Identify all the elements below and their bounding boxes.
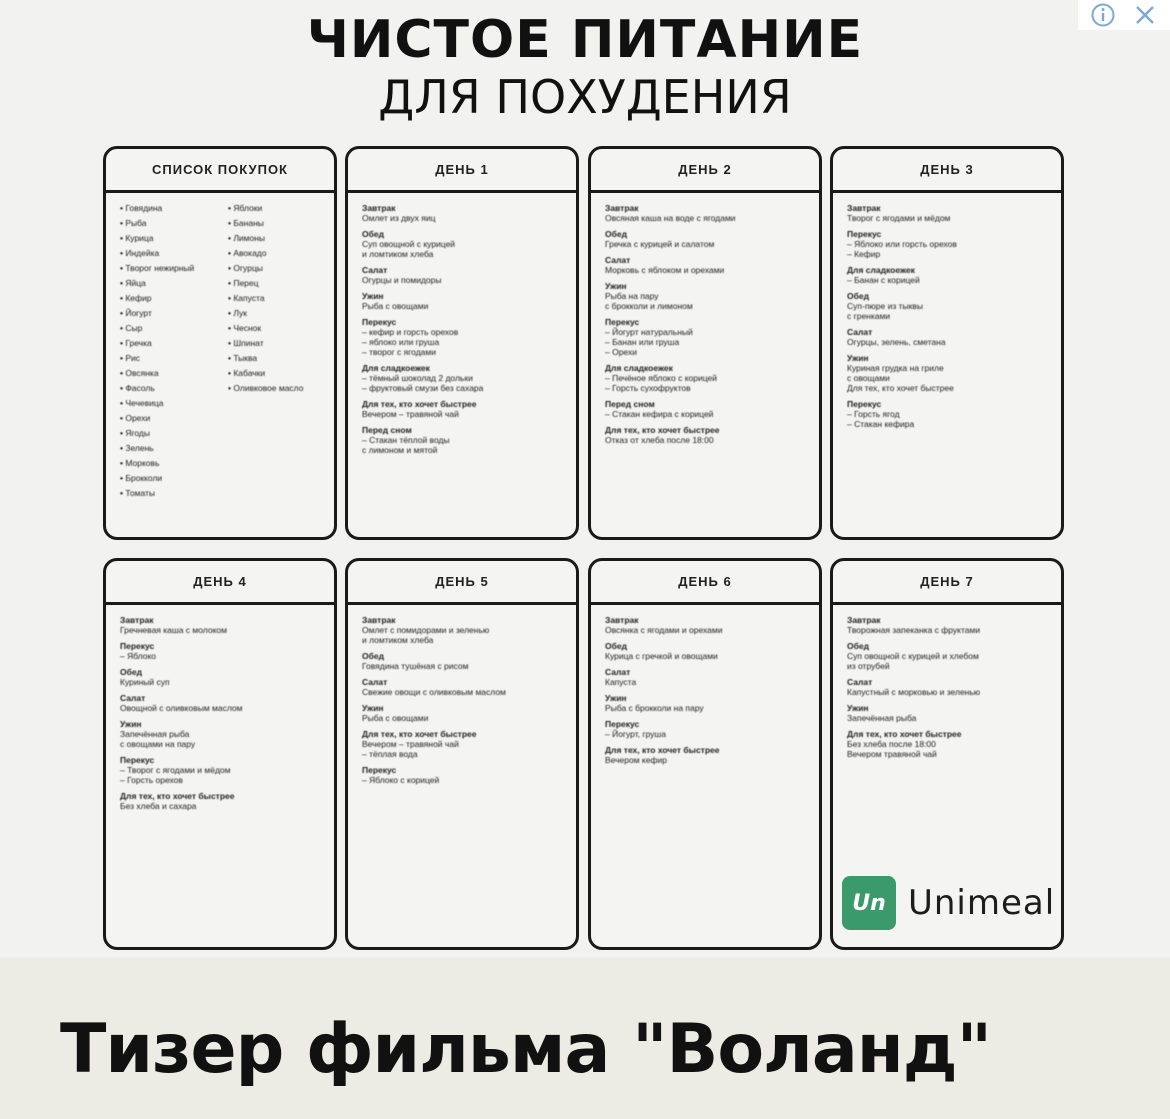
- meal-title: Перекус: [362, 317, 397, 327]
- shopping-item: • Морковь: [120, 458, 214, 468]
- meal-section: [605, 281, 807, 311]
- shopping-item: • Томаты: [120, 488, 214, 498]
- meal-section: [847, 229, 1049, 259]
- shopping-list-column-1: [120, 203, 214, 503]
- meal-line: Суп овощной с курицей и хлебом: [847, 651, 979, 661]
- meal-title: Салат: [120, 693, 146, 703]
- meal-line: Вечером – травяной чай: [362, 739, 459, 749]
- shopping-item: • Фасоль: [120, 383, 214, 393]
- meal-line: Овощной с оливковым маслом: [120, 703, 243, 713]
- info-icon[interactable]: [1087, 1, 1119, 29]
- meal-line: – Йогурт, груша: [605, 729, 666, 739]
- meal-line: – Горсть ягод: [847, 409, 900, 419]
- shopping-item: • Кабачки: [228, 368, 322, 378]
- meal-line: – тёмный шоколад 2 дольки: [362, 373, 473, 383]
- meal-title: Ужин: [605, 693, 627, 703]
- shopping-item: • Индейка: [120, 248, 214, 258]
- meal-section: [605, 667, 807, 687]
- meal-line: Свежие овощи с оливковым маслом: [362, 687, 506, 697]
- meal-title: Для сладкоежек: [605, 363, 673, 373]
- meal-title: Ужин: [847, 353, 869, 363]
- meal-section: [120, 641, 322, 661]
- meal-section: [362, 291, 564, 311]
- meal-line: Творожная запеканка с фруктами: [847, 625, 981, 635]
- meal-line: с гренками: [847, 311, 891, 321]
- day-6-card: [588, 558, 822, 950]
- day-header: ДЕНЬ 4: [106, 561, 334, 605]
- logo-mark: Un: [842, 876, 896, 930]
- meal-title: Перекус: [605, 317, 640, 327]
- shopping-item: • Бананы: [228, 218, 322, 228]
- ad-choices-badge: [1078, 0, 1170, 30]
- meal-title: Для тех, кто хочет быстрее: [120, 791, 235, 801]
- meal-line: – Творог с ягодами и мёдом: [120, 765, 231, 775]
- day-2-card: [588, 146, 822, 540]
- meal-section: [120, 667, 322, 687]
- meal-line: Суп овощной с курицей: [362, 239, 456, 249]
- day-header: ДЕНЬ 7: [833, 561, 1061, 605]
- shopping-item: • Оливковое масло: [228, 383, 322, 393]
- meal-title: Перекус: [120, 755, 155, 765]
- meal-section: [605, 255, 807, 275]
- meal-line: Куриная грудка на гриле: [847, 363, 944, 373]
- day-header: ДЕНЬ 2: [591, 149, 819, 193]
- meal-title: Перекус: [120, 641, 155, 651]
- meal-line: Рыба с овощами: [362, 713, 429, 723]
- meal-title: Перекус: [847, 399, 882, 409]
- shopping-item: • Творог нежирный: [120, 263, 214, 273]
- meal-title: Перед сном: [362, 425, 412, 435]
- meal-title: Завтрак: [605, 615, 639, 625]
- meal-line: Капуста: [605, 677, 637, 687]
- meal-section: [847, 729, 1049, 759]
- meal-title: Салат: [362, 677, 388, 687]
- shopping-item: • Гречка: [120, 338, 214, 348]
- shopping-item: • Сыр: [120, 323, 214, 333]
- meal-section: [120, 719, 322, 749]
- day-header: ДЕНЬ 1: [348, 149, 576, 193]
- meal-title: Для сладкоежек: [362, 363, 430, 373]
- meal-line: Запечённая рыба: [120, 729, 190, 739]
- meal-title: Салат: [847, 327, 873, 337]
- meal-title: Ужин: [605, 281, 627, 291]
- meal-section: [605, 399, 807, 419]
- meal-section: [362, 651, 564, 671]
- meal-section: [120, 615, 322, 635]
- shopping-list-column-2: [228, 203, 322, 503]
- meal-line: Капустный с морковью и зеленью: [847, 687, 981, 697]
- meal-line: Омлет с помидорами и зеленью: [362, 625, 490, 635]
- meal-line: Куриный суп: [120, 677, 170, 687]
- meal-section: [362, 703, 564, 723]
- shopping-item: • Яйца: [120, 278, 214, 288]
- ad-title: ЧИСТОЕ ПИТАНИЕ: [306, 10, 864, 70]
- meal-section: [847, 353, 1049, 393]
- meal-section: [605, 745, 807, 765]
- meal-section: [847, 615, 1049, 635]
- shopping-item: • Кефир: [120, 293, 214, 303]
- meal-line: Овсяная каша на воде с ягодами: [605, 213, 736, 223]
- shopping-item: • Рис: [120, 353, 214, 363]
- shopping-item: • Тыква: [228, 353, 322, 363]
- shopping-item: • Перец: [228, 278, 322, 288]
- meal-section: [605, 203, 807, 223]
- meal-line: – Горсть сухофруктов: [605, 383, 691, 393]
- shopping-item: • Авокадо: [228, 248, 322, 258]
- meal-line: Рыба с брокколи на пару: [605, 703, 704, 713]
- meal-title: Для тех, кто хочет быстрее: [362, 729, 477, 739]
- meal-title: Обед: [605, 229, 627, 239]
- meal-line: – Яблоко с корицей: [362, 775, 440, 785]
- meal-section: [362, 765, 564, 785]
- meal-line: Творог с ягодами и мёдом: [847, 213, 951, 223]
- meal-section: [605, 229, 807, 249]
- meal-line: Рыба с овощами: [362, 301, 429, 311]
- meal-line: – фруктовый смузи без сахара: [362, 383, 484, 393]
- meal-section: [847, 703, 1049, 723]
- meal-line: – Банан или груша: [605, 337, 680, 347]
- close-icon[interactable]: [1129, 1, 1161, 29]
- meal-title: Для сладкоежек: [847, 265, 915, 275]
- meal-section: [120, 791, 322, 811]
- meal-section: [120, 693, 322, 713]
- shopping-item: • Капуста: [228, 293, 322, 303]
- meal-title: Салат: [605, 667, 631, 677]
- meal-line: с лимоном и мятой: [362, 445, 438, 455]
- meal-line: Гречка с курицей и салатом: [605, 239, 715, 249]
- meal-title: Салат: [847, 677, 873, 687]
- ad-subtitle: ДЛЯ ПОХУДЕНИЯ: [378, 70, 792, 124]
- shopping-item: • Лимоны: [228, 233, 322, 243]
- unimeal-logo: [842, 876, 1055, 930]
- shopping-item: • Чечевица: [120, 398, 214, 408]
- meal-title: Для тех, кто хочет быстрее: [362, 399, 477, 409]
- day-header: ДЕНЬ 3: [833, 149, 1061, 193]
- shopping-list-card: [103, 146, 337, 540]
- shopping-item: • Говядина: [120, 203, 214, 213]
- meal-title: Перекус: [605, 719, 640, 729]
- meal-section: [362, 729, 564, 759]
- meal-section: [605, 615, 807, 635]
- meal-section: [362, 363, 564, 393]
- meal-section: [362, 265, 564, 285]
- meal-line: – тёплая вода: [362, 749, 418, 759]
- meal-title: Обед: [605, 641, 627, 651]
- meal-line: Отказ от хлеба после 18:00: [605, 435, 714, 445]
- meal-line: – Стакан кефира с корицей: [605, 409, 714, 419]
- meal-line: – Йогурт натуральный: [605, 327, 693, 337]
- shopping-item: • Брокколи: [120, 473, 214, 483]
- meal-title: Салат: [362, 265, 388, 275]
- article-title[interactable]: Тизер фильма "Воланд": [60, 1010, 992, 1089]
- day-5-card: [345, 558, 579, 950]
- meal-line: Огурцы, зелень, сметана: [847, 337, 946, 347]
- meal-title: Обед: [847, 291, 869, 301]
- meal-section: [847, 291, 1049, 321]
- shopping-item: • Яблоки: [228, 203, 322, 213]
- meal-title: Для тех, кто хочет быстрее: [605, 425, 720, 435]
- meal-title: Перекус: [362, 765, 397, 775]
- meal-section: [847, 327, 1049, 347]
- meal-line: Омлет из двух яиц: [362, 213, 436, 223]
- day-1-card: [345, 146, 579, 540]
- shopping-item: • Шпинат: [228, 338, 322, 348]
- meal-line: с брокколи и лимоном: [605, 301, 693, 311]
- meal-title: Ужин: [120, 719, 142, 729]
- meal-line: Овсянка с ягодами и орехами: [605, 625, 723, 635]
- meal-title: Обед: [362, 229, 384, 239]
- meal-title: Завтрак: [847, 203, 881, 213]
- meal-section: [362, 203, 564, 223]
- meal-section: [605, 693, 807, 713]
- shopping-list-header: СПИСОК ПОКУПОК: [106, 149, 334, 193]
- meal-title: Перед сном: [605, 399, 655, 409]
- meal-line: – творог с ягодами: [362, 347, 436, 357]
- shopping-item: • Ягоды: [120, 428, 214, 438]
- meal-line: Вечером – травяной чай: [362, 409, 459, 419]
- meal-title: Завтрак: [847, 615, 881, 625]
- meal-title: Салат: [605, 255, 631, 265]
- meal-line: Без хлеба и сахара: [120, 801, 197, 811]
- shopping-item: • Овсянка: [120, 368, 214, 378]
- meal-line: – Яблоко или горсть орехов: [847, 239, 957, 249]
- logo-name: Unimeal: [908, 883, 1056, 923]
- meal-line: Вечером травяной чай: [847, 749, 937, 759]
- shopping-item: • Курица: [120, 233, 214, 243]
- meal-section: [605, 719, 807, 739]
- meal-line: – яблоко или груша: [362, 337, 440, 347]
- meal-title: Ужин: [362, 703, 384, 713]
- meal-line: – Стакан кефира: [847, 419, 915, 429]
- day-header: ДЕНЬ 5: [348, 561, 576, 605]
- meal-line: – Яблоко: [120, 651, 157, 661]
- meal-line: с овощами на пару: [120, 739, 196, 749]
- meal-title: Обед: [120, 667, 142, 677]
- meal-section: [605, 641, 807, 661]
- meal-title: Обед: [362, 651, 384, 661]
- meal-line: – кефир и горсть орехов: [362, 327, 459, 337]
- meal-title: Для тех, кто хочет быстрее: [605, 745, 720, 755]
- meal-title: Ужин: [847, 703, 869, 713]
- meal-section: [605, 363, 807, 393]
- meal-section: [120, 755, 322, 785]
- meal-line: Запечённая рыба: [847, 713, 917, 723]
- meal-section: [362, 615, 564, 645]
- day-4-card: [103, 558, 337, 950]
- meal-line: Морковь с яблоком и орехами: [605, 265, 725, 275]
- meal-line: и ломтиком хлеба: [362, 249, 434, 259]
- meal-line: – Горсть орехов: [120, 775, 183, 785]
- meal-line: и ломтиком хлеба: [362, 635, 434, 645]
- meal-section: [847, 399, 1049, 429]
- meal-title: Перекус: [847, 229, 882, 239]
- meal-line: – Печёное яблоко с корицей: [605, 373, 717, 383]
- meal-line: – Орехи: [605, 347, 637, 357]
- meal-section: [605, 425, 807, 445]
- day-3-card: [830, 146, 1064, 540]
- meal-line: с овощами: [847, 373, 890, 383]
- meal-line: – Кефир: [847, 249, 881, 259]
- meal-line: Рыба на пару: [605, 291, 659, 301]
- meal-line: из отрубей: [847, 661, 890, 671]
- shopping-item: • Зелень: [120, 443, 214, 453]
- meal-section: [847, 641, 1049, 671]
- meal-section: [362, 425, 564, 455]
- meal-title: Завтрак: [120, 615, 154, 625]
- meal-line: Гречневая каша с молоком: [120, 625, 227, 635]
- meal-line: Курица с гречкой и овощами: [605, 651, 718, 661]
- meal-title: Ужин: [362, 291, 384, 301]
- meal-section: [362, 399, 564, 419]
- meal-line: Без хлеба после 18:00: [847, 739, 936, 749]
- meal-section: [362, 677, 564, 697]
- shopping-item: • Чеснок: [228, 323, 322, 333]
- shopping-item: • Йогурт: [120, 308, 214, 318]
- meal-line: – Банан с корицей: [847, 275, 920, 285]
- meal-line: Вечером кефир: [605, 755, 667, 765]
- meal-section: [847, 203, 1049, 223]
- meal-line: Суп-пюре из тыквы: [847, 301, 923, 311]
- meal-section: [605, 317, 807, 357]
- shopping-item: • Орехи: [120, 413, 214, 423]
- meal-line: – Стакан тёплой воды: [362, 435, 450, 445]
- meal-title: Завтрак: [362, 203, 396, 213]
- meal-title: Для тех, кто хочет быстрее: [847, 729, 962, 739]
- meal-section: [847, 265, 1049, 285]
- meal-section: [847, 677, 1049, 697]
- shopping-item: • Рыба: [120, 218, 214, 228]
- meal-line: Для тех, кто хочет быстрее: [847, 383, 954, 393]
- day-header: ДЕНЬ 6: [591, 561, 819, 605]
- meal-title: Обед: [847, 641, 869, 651]
- meal-line: Говядина тушёная с рисом: [362, 661, 469, 671]
- shopping-item: • Лук: [228, 308, 322, 318]
- meal-title: Завтрак: [605, 203, 639, 213]
- meal-section: [362, 317, 564, 357]
- meal-line: Огурцы и помидоры: [362, 275, 442, 285]
- meal-title: Завтрак: [362, 615, 396, 625]
- meal-section: [362, 229, 564, 259]
- shopping-item: • Огурцы: [228, 263, 322, 273]
